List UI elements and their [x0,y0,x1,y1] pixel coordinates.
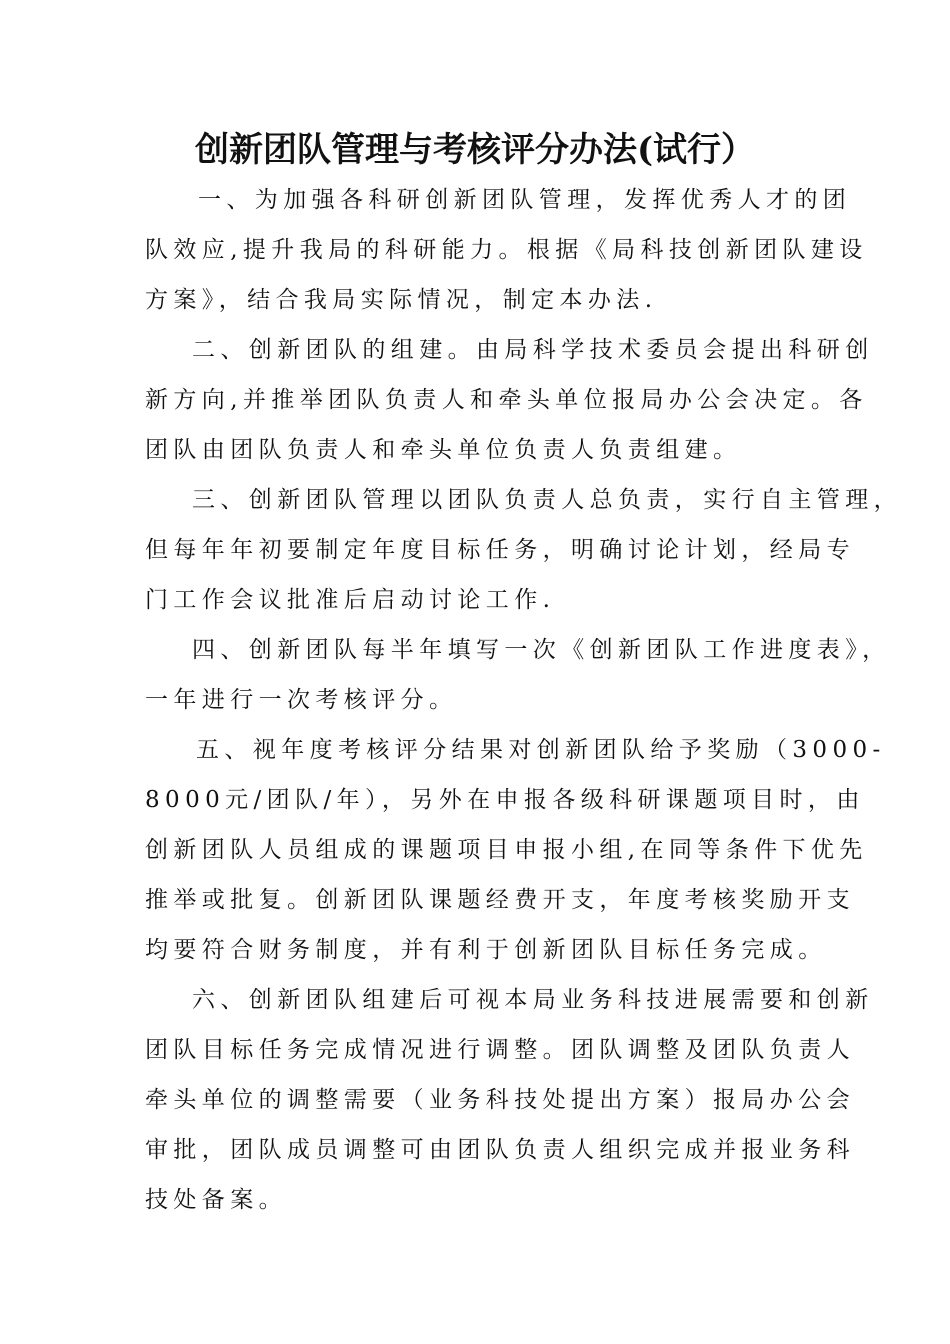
paragraph-2-line-3: 团队由团队负责人和牵头单位负责人负责组建。 [145,437,742,463]
paragraph-6-line-5: 技处备案。 [145,1187,287,1213]
paragraph-5-line-2: 8000元/团队/年），另外在申报各级科研课题项目时，由 [145,787,865,813]
paragraph-4-line-1: 四、创新团队每半年填写一次《创新团队工作进度表》， [192,637,891,663]
paragraph-5-line-1: 五、视年度考核评分结果对创新团队给予奖励（3000- [196,737,886,763]
paragraph-6-line-1: 六、创新团队组建后可视本局业务科技进展需要和创新 [192,987,874,1013]
paragraph-6-line-4: 审批，团队成员调整可由团队负责人组织完成并报业务科 [145,1137,855,1163]
paragraph-6-line-3: 牵头单位的调整需要（业务科技处提出方案）报局办公会 [145,1087,855,1113]
paragraph-3-line-1: 三、创新团队管理以团队负责人总负责，实行自主管理， [192,487,902,513]
paragraph-4-line-2: 一年进行一次考核评分。 [145,687,458,713]
paragraph-2-line-2: 新方向,并推举团队负责人和牵头单位报局办公会决定。各 [145,387,868,413]
paragraph-2-line-1: 二、创新团队的组建。由局科学技术委员会提出科研创 [192,337,874,363]
paragraph-1-line-1: 一、为加强各科研创新团队管理，发挥优秀人才的团 [198,187,852,213]
document-title: 创新团队管理与考核评分办法(试行） [194,130,756,170]
paragraph-5-line-5: 均要符合财务制度，并有利于创新团队目标任务完成。 [145,937,827,963]
paragraph-3-line-3: 门工作会议批准后启动讨论工作. [145,587,556,613]
paragraph-1-line-3: 方案》，结合我局实际情况，制定本办法. [145,287,658,313]
paragraph-6-line-2: 团队目标任务完成情况进行调整。团队调整及团队负责人 [145,1037,855,1063]
paragraph-3-line-2: 但每年年初要制定年度目标任务，明确讨论计划，经局专 [145,537,855,563]
paragraph-5-line-4: 推举或批复。创新团队课题经费开支，年度考核奖励开支 [145,887,855,913]
paragraph-1-line-2: 队效应,提升我局的科研能力。根据《局科技创新团队建设 [145,237,868,263]
paragraph-5-line-3: 创新团队人员组成的课题项目申报小组,在同等条件下优先 [145,837,868,863]
